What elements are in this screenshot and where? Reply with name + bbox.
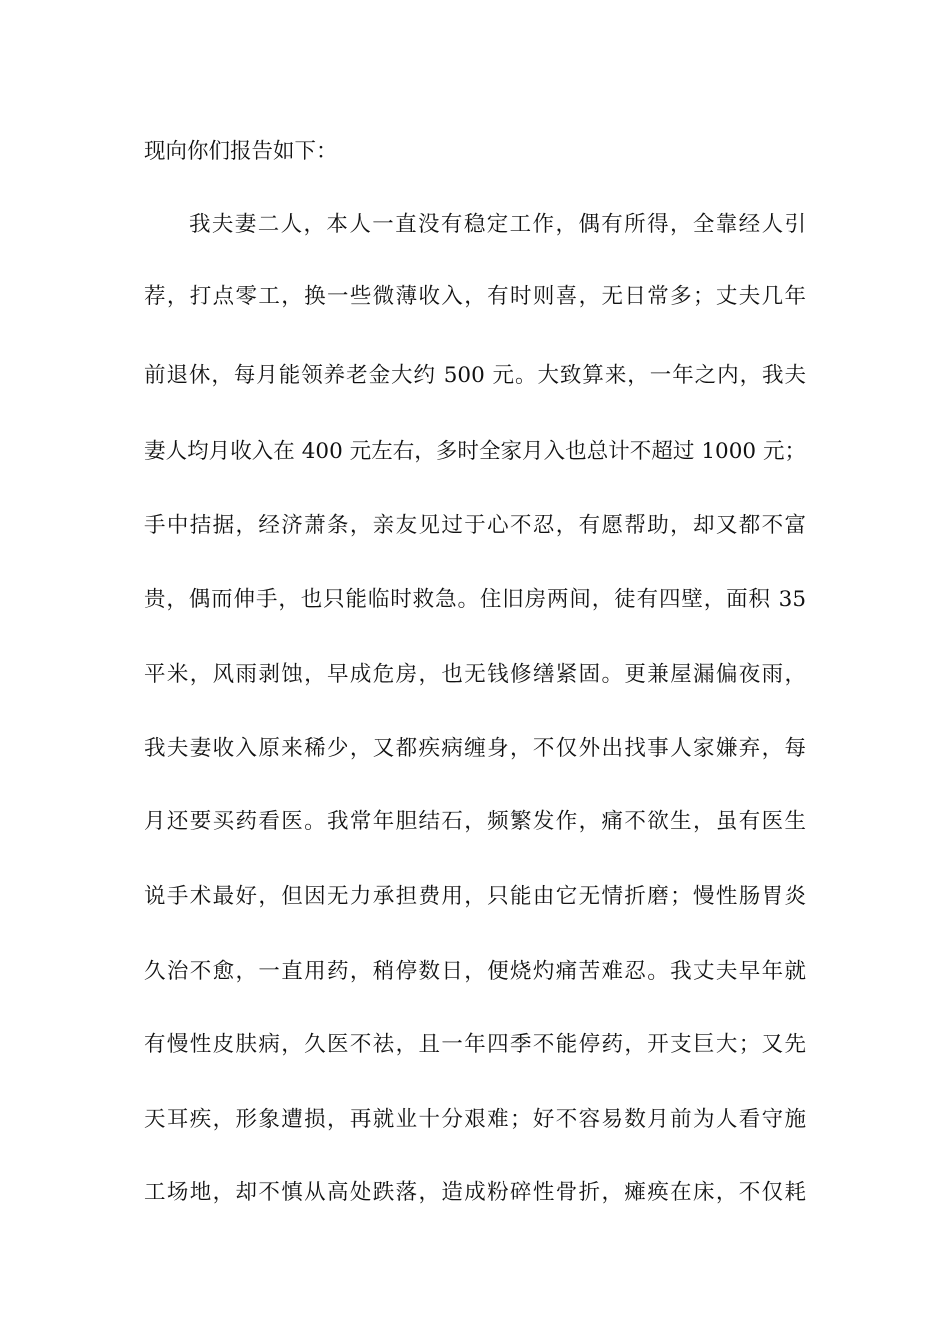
paragraph-line: 工场地，却不慎从高处跌落，造成粉碎性骨折，瘫痪在床，不仅耗 bbox=[144, 1180, 806, 1205]
paragraph-line: 久治不愈，一直用药，稍停数日，便烧灼痛苦难忍。我丈夫早年就 bbox=[144, 959, 806, 984]
paragraph-line: 我夫妻二人，本人一直没有稳定工作，偶有所得，全靠经人引 bbox=[189, 212, 806, 237]
paragraph-line: 有慢性皮肤病，久医不祛，且一年四季不能停药，开支巨大；又先 bbox=[144, 1032, 806, 1057]
paragraph-line: 天耳疾，形象遭损，再就业十分艰难；好不容易数月前为人看守施 bbox=[144, 1107, 806, 1132]
paragraph-line: 平米，风雨剥蚀，早成危房，也无钱修缮紧固。更兼屋漏偏夜雨， bbox=[144, 662, 806, 687]
paragraph-line: 手中拮据，经济萧条，亲友见过于心不忍，有愿帮助，却又都不富 bbox=[144, 513, 806, 538]
paragraph-line: 贵，偶而伸手，也只能临时救急。住旧房两间，徒有四壁，面积 35 bbox=[144, 587, 806, 612]
paragraph-line: 月还要买药看医。我常年胆结石，频繁发作，痛不欲生，虽有医生 bbox=[144, 809, 806, 834]
paragraph-line: 荐，打点零工，换一些微薄收入，有时则喜，无日常多；丈夫几年 bbox=[144, 284, 806, 309]
paragraph-line: 我夫妻收入原来稀少，又都疾病缠身，不仅外出找事人家嫌弃，每 bbox=[144, 736, 806, 761]
paragraph-line: 妻人均月收入在 400 元左右，多时全家月入也总计不超过 1000 元； bbox=[144, 439, 806, 464]
paragraph-line: 说手术最好，但因无力承担费用，只能由它无情折磨；慢性肠胃炎 bbox=[144, 884, 806, 909]
paragraph-line: 前退休，每月能领养老金大约 500 元。大致算来，一年之内，我夫 bbox=[144, 363, 806, 388]
paragraph-line-intro: 现向你们报告如下： bbox=[144, 139, 338, 164]
